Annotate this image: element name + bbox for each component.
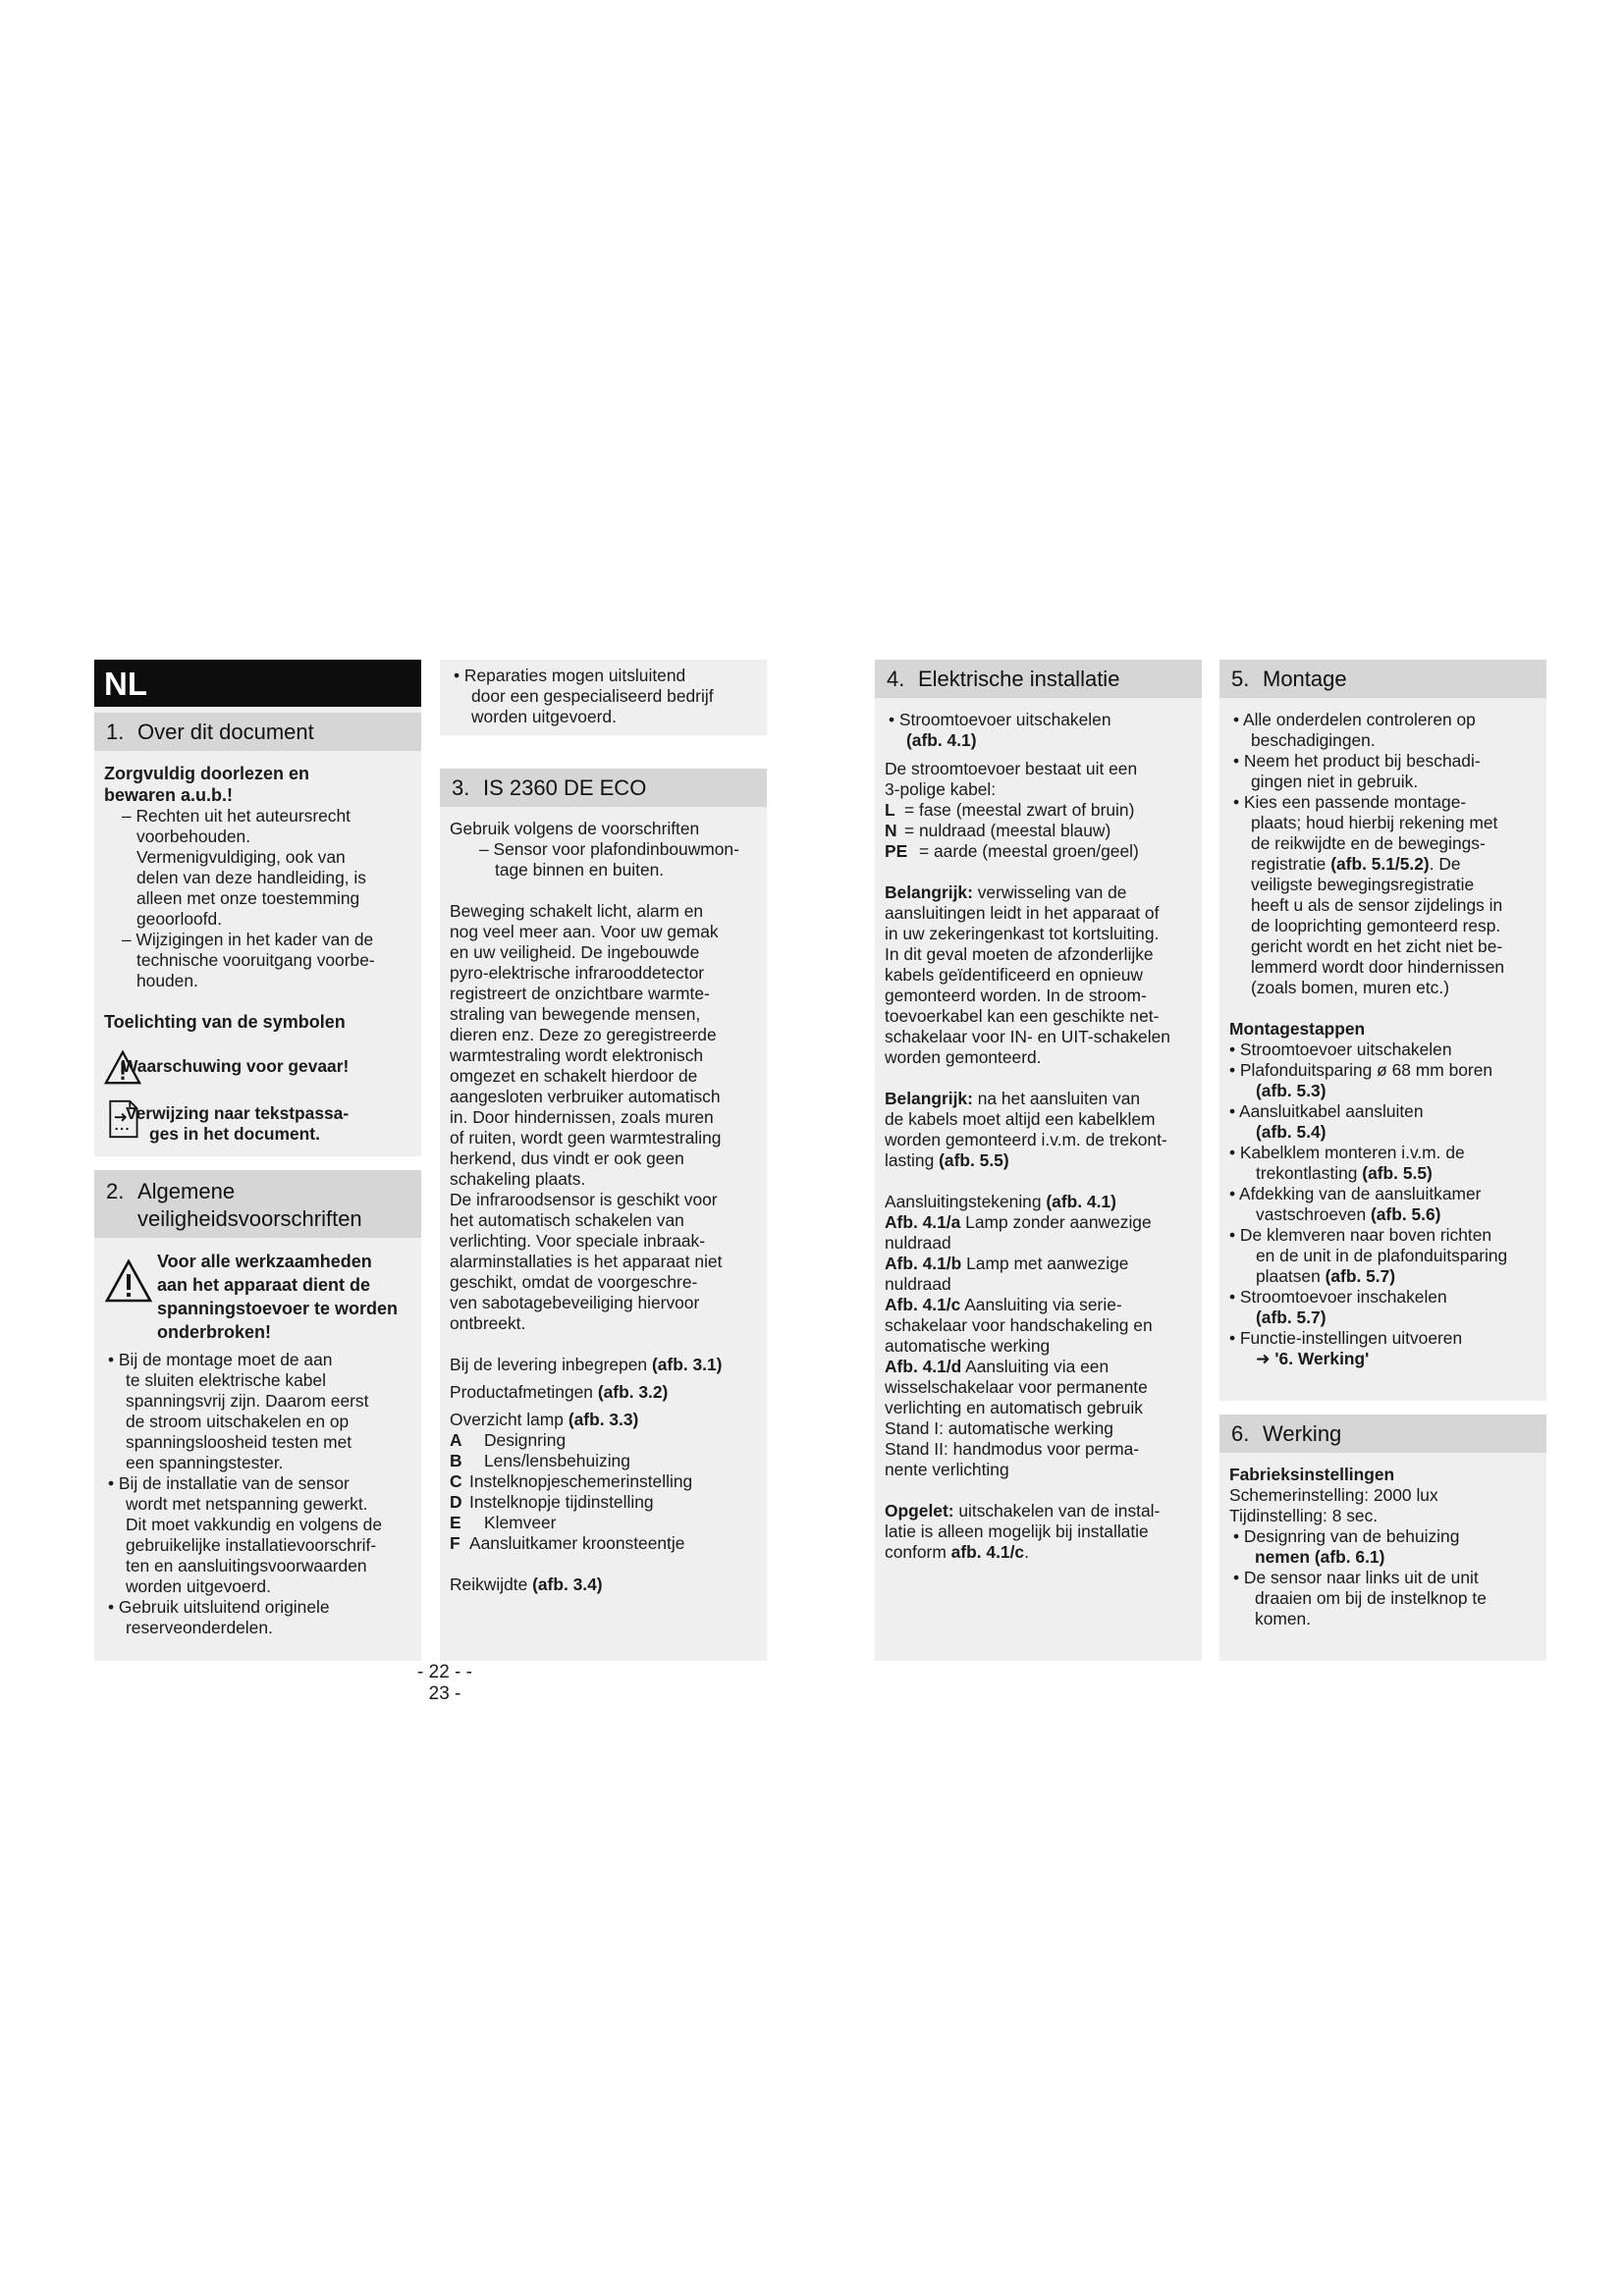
dimensions-ref: Productafmetingen (afb. 3.2)	[450, 1382, 669, 1402]
intended-use: Gebruik volgens de voorschriften – Sensor voor plafondinbouwmon- tage binnen en buiten.	[450, 819, 739, 880]
overview-ref: Overzicht lamp (afb. 3.3)	[450, 1410, 639, 1429]
safety-bullet: • Bij de installatie van de sensor wordt met netspanning gewerkt. Dit moet vakkundig en volgens de gebruikelijke installatievoorschrif- ten en aansluitingsvoorwaarden worden uitgevoerd.	[108, 1473, 383, 1596]
wiring-a: Afb. 4.1/a Lamp zonder aanwezige nuldraad	[885, 1212, 1152, 1253]
section-2-heading: 2. Algemene veiligheidsvoorschriften	[94, 1170, 421, 1238]
divider	[440, 735, 767, 769]
mount-bullet: • Alle onderdelen controleren op beschadigingen.	[1233, 710, 1476, 750]
delivery-ref: Bij de levering inbegrepen (afb. 3.1)	[450, 1355, 723, 1374]
mounting-steps: • Stroomtoevoer uitschakelen • Plafonduitsparing ø 68 mm boren (afb. 5.3) • Aansluitkabel aansluiten (afb. 5.4) • Kabelklem monteren i.v.m. de trekontlasting (afb. 5.5) • Afdekking van de aansluitkamer vastschroeven (afb. 5.6) • De klemveren naar boven richten en de unit in de plafonduitsparing plaatsen (afb. 5.7) • Stroomtoevoer inschakelen (afb. 5.7) • Functie-instellingen uitvoeren ➜ '6. Werking'	[1229, 1040, 1508, 1368]
read-instruction: Zorgvuldig doorlezen en bewaren a.u.b.!	[104, 764, 310, 805]
reach-ref: Reikwijdte (afb. 3.4)	[450, 1575, 603, 1594]
language-tag: NL	[94, 660, 421, 707]
mounting-steps-title: Montagestappen	[1229, 1019, 1366, 1039]
parts-list: A Designring B Lens/lensbehuizing C Instelknopjeschemerinstelling D Instelknopje tijdinstelling E Klemveer F Aansluitkamer kroonsteentje	[450, 1430, 693, 1553]
section-1-heading: 1. Over dit document	[94, 713, 421, 751]
factory-settings-title: Fabrieksinstellingen	[1229, 1465, 1395, 1484]
caution-note: Opgelet: uitschakelen van de instal- latie is alleen mogelijk bij installatie conform afb. 4.1/c.	[885, 1501, 1161, 1562]
section-3-heading: 3. IS 2360 DE ECO	[440, 769, 767, 807]
symbol-reference: Verwijzing naar tekstpassa- ges in het document.	[104, 1099, 411, 1145]
rights-note: – Rechten uit het auteursrecht voorbehouden. Vermenigvuldiging, ook van delen van deze handleiding, is alleen met onze toestemming geoorloofd. – Wijzigingen in het kader van de technische vooruitgang voorbe- houden.	[122, 806, 375, 990]
mount-bullet: • Neem het product bij beschadi- gingen niet in gebruik.	[1233, 751, 1481, 791]
page-numbers: - 22 - - 23 -	[417, 1662, 472, 1704]
column-4	[1219, 660, 1546, 1661]
warning-triangle-icon	[104, 1257, 153, 1307]
wiring-b: Afb. 4.1/b Lamp met aanwezige nuldraad	[885, 1254, 1129, 1294]
column-1	[94, 660, 421, 1661]
important-note-1: Belangrijk: verwisseling van de aansluitingen leidt in het apparaat of in uw zekeringenkast tot kortsluiting. In dit geval moeten de afzonderlijke kabels geïdentificeerd en opnieuw gemonteerd worden. In de stroom- toevoerkabel kan een geschikte net- schakelaar voor IN- en UIT-schakelen worden gemonteerd.	[885, 882, 1170, 1067]
safety-bullet: • Bij de montage moet de aan te sluiten elektrische kabel spanningsvrij zijn. Daarom eerst de stroom uitschakelen en op spanningsloosheid testen met een spanningstester.	[108, 1350, 369, 1472]
column-2	[440, 660, 767, 1661]
section-4-heading: 4. Elektrische installatie	[875, 660, 1202, 698]
wiring-d: Afb. 4.1/d Aansluiting via een wisselschakelaar voor permanente verlichting en automatisch gebruik Stand I: automatische werking Stand II: handmodus voor perma- nente verlichting	[885, 1357, 1148, 1479]
section-6-heading: 6. Werking	[1219, 1415, 1546, 1453]
supply-description: De stroomtoevoer bestaat uit een 3-polige kabel: L = fase (meestal zwart of bruin) N = nuldraad (meestal blauw) PE = aarde (meestal groen/geel)	[885, 759, 1139, 861]
operation-bullet: • Designring van de behuizing nemen (afb. 6.1)	[1233, 1526, 1460, 1567]
mount-bullet: • Kies een passende montage- plaats; houd hierbij rekening met de reikwijdte en de bewegings- registratie (afb. 5.1/5.2). De veiligste bewegingsregistratie heeft u als de sensor zijdelings in de looprichting gemonteerd resp. gericht wordt en het zicht niet be- lemmerd wordt door hindernissen (zoals bomen, muren etc.)	[1233, 792, 1505, 997]
repair-note: • Reparaties mogen uitsluitend door een gespecialiseerd bedrijf worden uitgevoerd.	[454, 666, 714, 726]
description-paragraph: Beweging schakelt licht, alarm en nog veel meer aan. Voor uw gemak en uw veiligheid. De ingebouwde pyro-elektrische infrarooddetector registreert de onzichtbare warmte- straling van bewegende mensen, dieren enz. Deze zo geregistreerde warmtestraling wordt elektronisch omgezet en schakelt hierdoor de aangesloten verbruiker automatisch in. Door hindernissen, zoals muren of ruiten, wordt geen warmtestraling herkend, dus vindt er ook geen schakeling plaats. De infraroodsensor is geschikt voor het automatisch schakelen van verlichting. Voor speciale inbraak- alarminstallaties is het apparaat niet geschikt, omdat de voorgeschre- ven sabotagebeveiliging hiervoor ontbreekt.	[450, 901, 723, 1333]
wiring-diagram-ref: Aansluitingstekening (afb. 4.1)	[885, 1192, 1116, 1211]
section-5-heading: 5. Montage	[1219, 660, 1546, 698]
safety-bullet: • Gebruik uitsluitend originele reserveonderdelen.	[108, 1597, 330, 1637]
factory-settings: Schemerinstelling: 2000 lux Tijdinstelling: 8 sec.	[1229, 1485, 1438, 1525]
divider	[94, 1156, 421, 1170]
safety-warning: Voor alle werkzaamheden aan het apparaat dient de spanningstoevoer te worden onderbroken!	[104, 1250, 411, 1344]
important-note-2: Belangrijk: na het aansluiten van de kabels moet altijd een kabelklem worden gemonteerd i.v.m. de trekont- lasting (afb. 5.5)	[885, 1089, 1167, 1170]
column-3	[875, 660, 1202, 1661]
symbols-title: Toelichting van de symbolen	[104, 1012, 346, 1032]
install-bullet: • Stroomtoevoer uitschakelen (afb. 4.1)	[889, 710, 1111, 750]
wiring-c: Afb. 4.1/c Aansluiting via serie- schakelaar voor handschakeling en automatische werking	[885, 1295, 1153, 1356]
symbol-warning: Waarschuwing voor gevaar!	[104, 1048, 411, 1088]
divider	[1219, 1401, 1546, 1415]
operation-bullet: • De sensor naar links uit de unit draaien om bij de instelknop te komen.	[1233, 1568, 1487, 1629]
